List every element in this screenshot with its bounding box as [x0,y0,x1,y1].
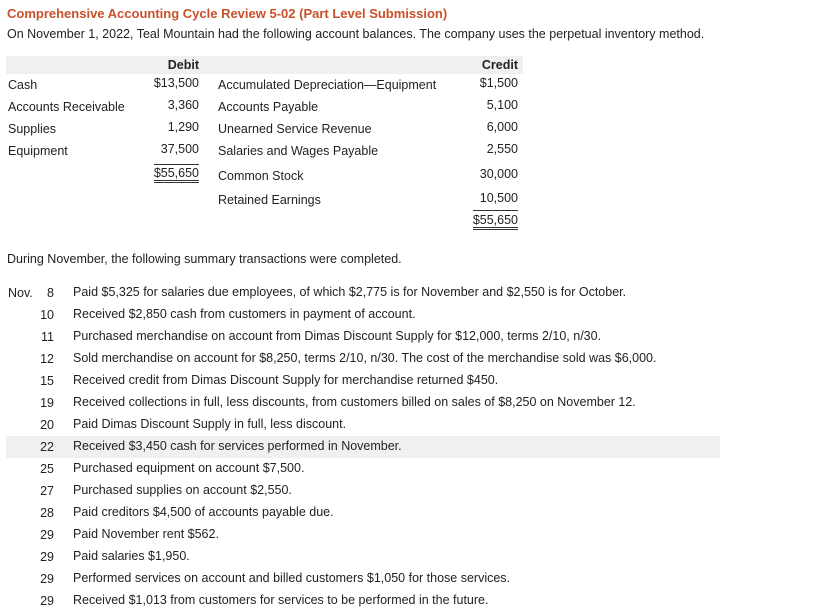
txn-text: Paid Dimas Discount Supply in full, less discount. [73,417,347,431]
list-item [6,304,720,326]
list-item [6,436,720,458]
txn-text: Received collections in full, less discounts, from customers billed on sales of $8,250 on November 12. [73,395,636,409]
intro-text: On November 1, 2022, Teal Mountain had the following account balances. The company uses the perpetual inventory method. [7,27,705,41]
list-item [6,282,720,304]
txn-text: Performed services on account and billed customers $1,050 for those services. [73,571,511,585]
txn-text: Received $2,850 cash from customers in payment of account. [73,307,416,321]
txn-day: 25 [40,462,54,476]
credit-account: Unearned Service Revenue [218,122,372,136]
table-row [6,142,523,162]
credit-total: $55,650 [473,210,518,230]
debit-header: Debit [167,58,199,72]
credit-account: Salaries and Wages Payable [218,144,379,158]
txn-day: 29 [40,528,54,542]
txn-text: Received $1,013 from customers for services to be performed in the future. [73,593,489,607]
debit-account: Equipment [8,144,68,158]
list-item [6,392,720,414]
credit-header: Credit [481,58,518,72]
txn-day: 11 [41,330,54,344]
txn-day: 29 [40,594,54,608]
credit-amount: $1,500 [479,76,518,90]
table-row [6,76,523,96]
debit-amount: 37,500 [160,142,199,156]
debit-account: Cash [8,78,38,92]
txn-day: 28 [40,506,54,520]
table-row [6,188,523,208]
txn-text: Paid November rent $562. [73,527,219,541]
debit-account: Supplies [8,122,56,136]
txn-text: Received $3,450 cash for services performed in November. [73,439,402,453]
table-row [6,120,523,140]
list-item [6,348,720,370]
txn-day: 20 [40,418,54,432]
list-item [6,326,720,348]
txn-day: 10 [40,308,54,322]
credit-amount: 5,100 [486,98,518,112]
credit-amount: 30,000 [479,167,518,181]
txn-day: 29 [40,550,54,564]
list-item [6,546,720,568]
txn-day: 19 [40,396,54,410]
txn-text: Paid $5,325 for salaries due employees, of which $2,775 is for November and $2,550 is for October. [73,285,627,299]
txn-day: 27 [40,484,54,498]
table-row [6,98,523,118]
credit-amount: 2,550 [486,142,518,156]
credit-amount: 10,500 [479,191,518,205]
txn-text: Paid creditors $4,500 of accounts payable due. [73,505,334,519]
txn-text: Paid salaries $1,950. [73,549,190,563]
list-item [6,568,720,590]
txn-month: Nov. [8,286,33,300]
debit-amount: 3,360 [167,98,199,112]
credit-account: Accounts Payable [218,100,319,114]
txn-day: 15 [40,374,54,388]
credit-amount: 6,000 [486,120,518,134]
credit-account: Retained Earnings [218,193,321,207]
list-item [6,502,720,524]
list-item [6,458,720,480]
txn-day: 22 [40,440,54,454]
transactions-list [6,282,720,612]
transactions-intro: During November, the following summary transactions were completed. [7,252,402,266]
table-header [6,56,523,74]
table-row [6,164,523,184]
table-row [6,210,523,230]
debit-total: $55,650 [154,164,199,183]
list-item [6,370,720,392]
txn-text: Purchased merchandise on account from Dimas Discount Supply for $12,000, terms 2/10, n/30. [73,329,602,343]
debit-amount: 1,290 [167,120,199,134]
credit-account: Accumulated Depreciation—Equipment [218,78,437,92]
txn-day: 8 [47,286,54,300]
txn-text: Purchased equipment on account $7,500. [73,461,305,475]
page-title: Comprehensive Accounting Cycle Review 5-02 (Part Level Submission) [7,6,448,21]
debit-amount: $13,500 [153,76,199,90]
txn-text: Sold merchandise on account for $8,250, terms 2/10, n/30. The cost of the merchandise sold was $6,000. [73,351,657,365]
balance-table [6,56,523,236]
list-item [6,524,720,546]
list-item [6,480,720,502]
txn-text: Received credit from Dimas Discount Supply for merchandise returned $450. [73,373,499,387]
list-item [6,414,720,436]
txn-day: 12 [40,352,54,366]
debit-account: Accounts Receivable [8,100,125,114]
credit-account: Common Stock [218,169,304,183]
txn-text: Purchased supplies on account $2,550. [73,483,292,497]
list-item [6,590,720,612]
txn-day: 29 [40,572,54,586]
